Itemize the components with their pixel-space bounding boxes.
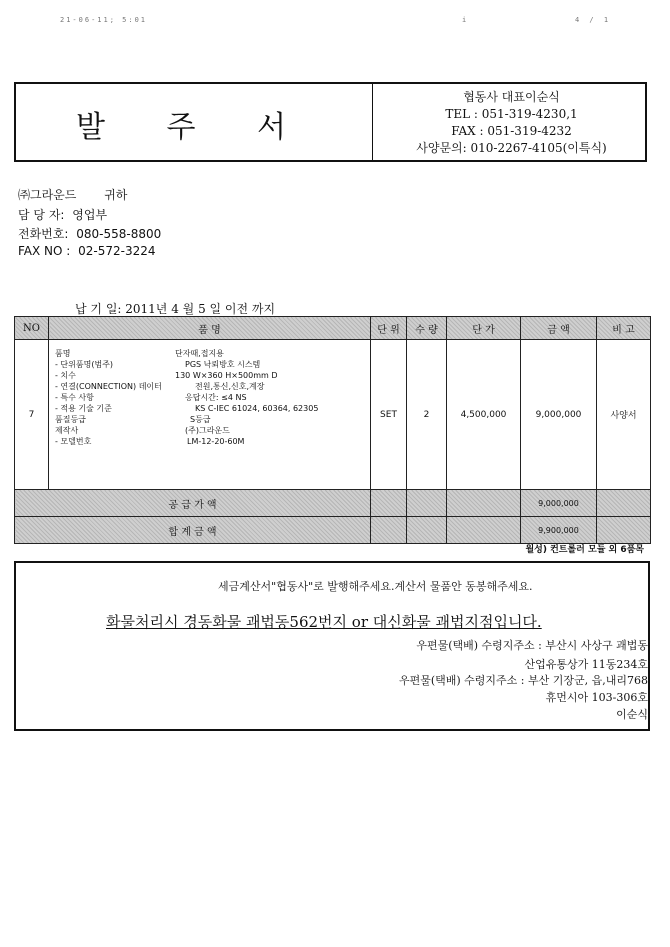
supply-label: 공 급 가 액 — [15, 490, 371, 517]
delivery-date: 납 기 일: 2011년 4 월 5 일 이전 까지 — [75, 302, 276, 316]
contact-value: 영업부 — [72, 208, 108, 222]
spec-line: - 단위품명(범주) PGS 낙뢰방호 시스템 — [55, 360, 261, 369]
phone-line — [18, 225, 161, 242]
col-unit-header: 단 위 — [371, 317, 407, 340]
document-title: 발 주 서 — [75, 110, 312, 145]
spec-line: - 모델번호 LM-12-20-60M — [55, 437, 245, 446]
col-note-header: 비 고 — [597, 317, 651, 340]
total-row — [15, 517, 651, 544]
supply-empty — [597, 490, 651, 517]
supplier-info — [374, 89, 649, 157]
recipient-line — [18, 186, 127, 203]
order-table — [14, 316, 651, 544]
total-label: 합 계 금 액 — [15, 517, 371, 544]
item-spec — [49, 340, 371, 490]
fax-label: FAX NO : — [18, 244, 71, 258]
remark-invoice: 세금계산서"협동사"로 발행해주세요.계산서 물품안 동봉해주세요. — [218, 580, 533, 593]
table-row — [15, 340, 651, 490]
col-amount-header: 금 액 — [521, 317, 597, 340]
supply-value: 9,000,000 — [521, 490, 597, 517]
item-amount: 9,000,000 — [521, 340, 597, 490]
spec-line: 제작사 (주)그라운드 — [55, 426, 230, 435]
col-qty-header: 수 량 — [407, 317, 447, 340]
supplier-name: 협동사 대표이순식 — [463, 90, 560, 104]
fax-value: 02-572-3224 — [78, 244, 156, 258]
supply-empty — [407, 490, 447, 517]
total-empty — [407, 517, 447, 544]
phone-label: 전화번호: — [18, 227, 69, 241]
total-empty — [597, 517, 651, 544]
col-name-header: 품 명 — [49, 317, 371, 340]
supplier-fax: FAX : 051-319-4232 — [451, 124, 572, 138]
remark-signatory: 이순식 — [616, 708, 648, 721]
spec-line: - 적용 기술 기준 KS C-IEC 61024, 60364, 62305 — [55, 404, 319, 413]
contact-label: 담 당 자: — [18, 208, 65, 222]
supply-empty — [371, 490, 407, 517]
remark-address-2: 우편물(택배) 수령지주소 : 부산 기장군, 읍,내리768 — [398, 674, 648, 687]
col-price-header: 단 가 — [447, 317, 521, 340]
spec-line: - 특수 사항 응답시간: ≤4 NS — [55, 393, 247, 402]
spec-line: 품명 단자때,접지용 — [55, 349, 224, 358]
recipient-honorific: 귀하 — [104, 188, 128, 202]
supply-row — [15, 490, 651, 517]
recipient-company: ㈜그라운드 — [18, 188, 77, 202]
item-unit: SET — [371, 340, 407, 490]
spec-line: - 연결(CONNECTION) 데이터 전원,통신,신호,계장 — [55, 382, 265, 391]
supplier-inquiry: 사양문의: 010-2267-4105(이특식) — [416, 141, 607, 155]
total-empty — [447, 517, 521, 544]
item-no: 7 — [15, 340, 49, 490]
remark-address-2b: 휴먼시아 103-306호 — [545, 691, 648, 704]
total-value: 9,900,000 — [521, 517, 597, 544]
spec-line: - 치수 130 W×360 H×500mm D — [55, 371, 278, 380]
item-qty: 2 — [407, 340, 447, 490]
spec-line: 품질등급 S등급 — [55, 415, 211, 424]
total-empty — [371, 517, 407, 544]
table-header-row — [15, 317, 651, 340]
header-box — [14, 82, 647, 162]
item-note: 사양서 — [597, 340, 651, 490]
item-unit-price: 4,500,000 — [447, 340, 521, 490]
fax-header-timestamp: 21-06-11; 5:01 — [60, 16, 148, 24]
remark-address-1b: 산업유통상가 11동234호 — [524, 658, 648, 671]
remark-address-1: 우편물(택배) 수령지주소 : 부산시 사상구 괘법동 — [416, 639, 648, 652]
fax-header-page: 4 / 1 — [575, 16, 612, 24]
remark-freight: 화물처리시 경동화물 괘법동562번지 or 대신화물 괘법지점입니다. — [106, 613, 542, 631]
col-no-header: NO — [15, 317, 49, 340]
supplier-tel: TEL : 051-319-4230,1 — [445, 107, 578, 121]
phone-value: 080-558-8800 — [76, 227, 162, 241]
contact-line — [18, 206, 107, 223]
note-bar: 월성) 컨트롤러 모듈 외 6품목 — [525, 545, 644, 555]
fax-header-mark: i — [462, 16, 467, 24]
fax-line — [18, 244, 156, 258]
supply-empty — [447, 490, 521, 517]
header-divider — [372, 84, 373, 160]
